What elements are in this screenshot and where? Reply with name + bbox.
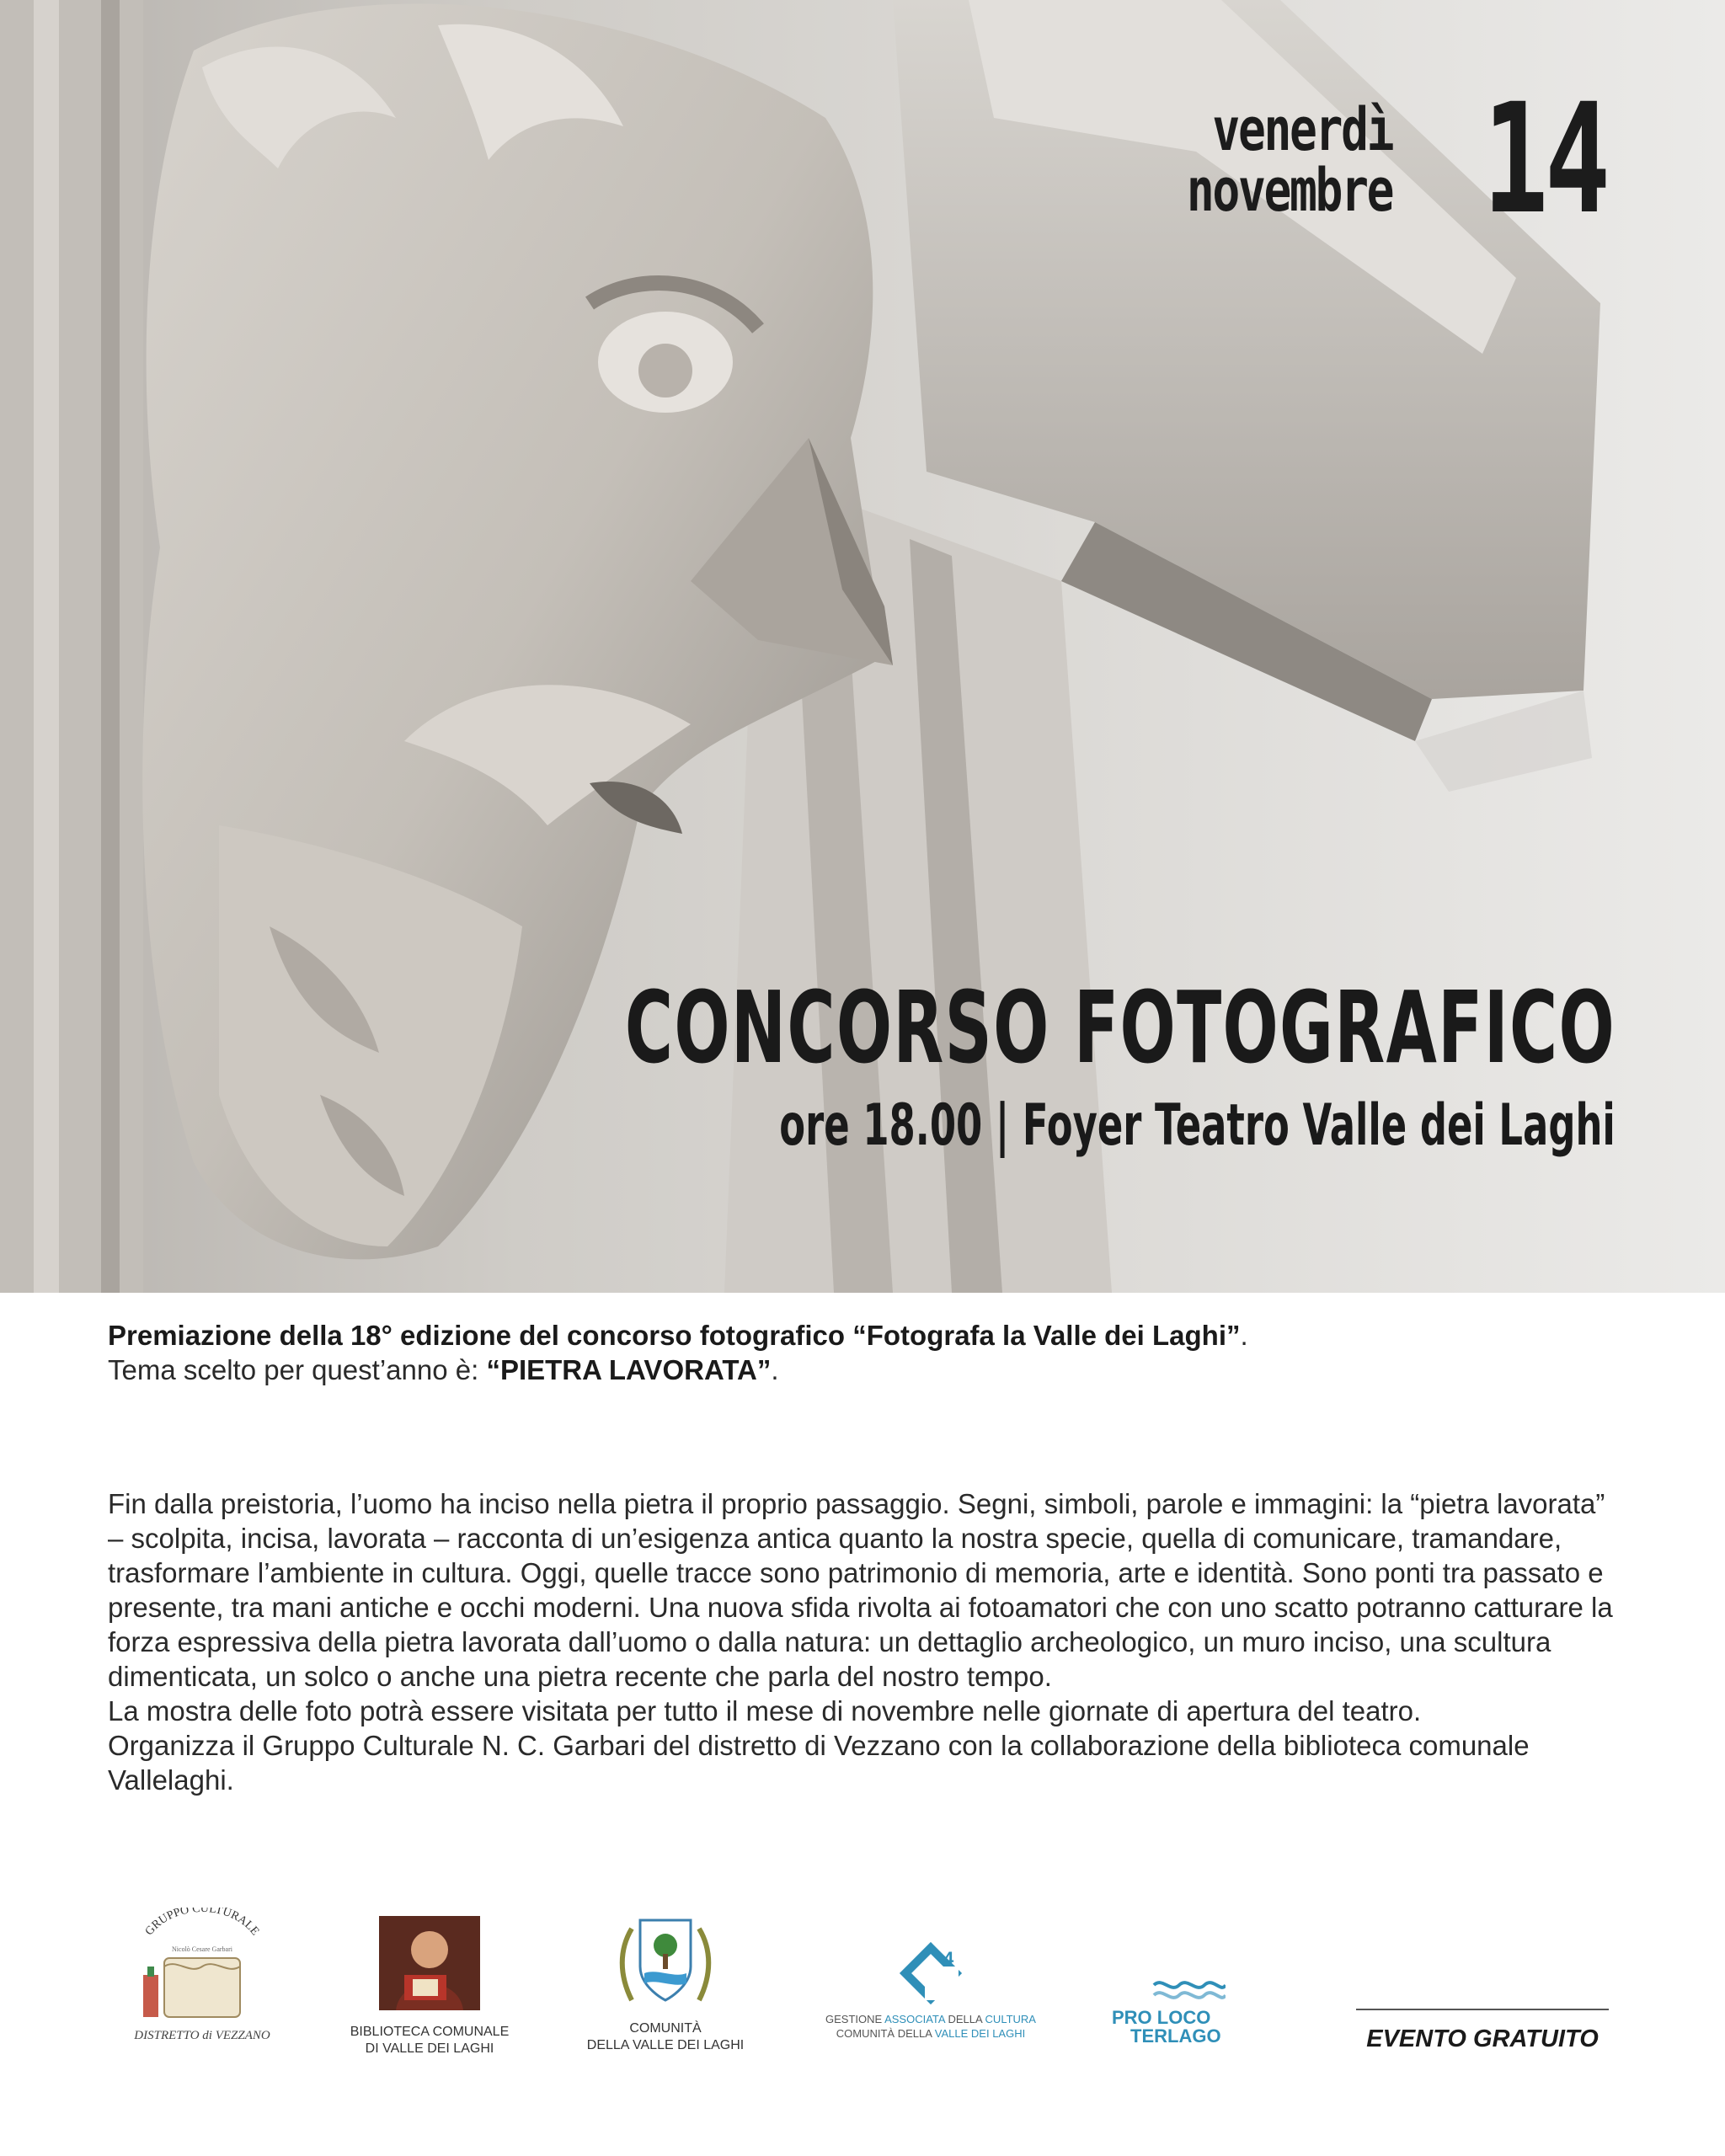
body-paragraph-1: Fin dalla preistoria, l’uomo ha inciso nella pietra il proprio passaggio. Segni, simboli, parole e immagini: la “pietra lavorata” – scolpita, incisa, lavorata – racconta di un’esigenza antica quanto la nostra specie, quella di comunicare, tramandare, trasformare l’ambiente in cultura. Oggi, quelle tracce sono patrimonio di memoria, arte e identità. Sono ponti tra passato e presente, tra mani antiche e occhi moderni. Una nuova sfida rivolta ai fotoamatori che con uno scatto potranno catturare la forza espressiva della pietra lavorata dall’uomo o dalla natura: un dettaglio archeologico, un muro inciso, una scultura dimenticata, un solco o anche una pietra recente che parla del nostro tempo.	[108, 1488, 1613, 1692]
svg-text:Nicolò Cesare Garbari: Nicolò Cesare Garbari	[172, 1945, 232, 1953]
logo-biblioteca	[337, 1916, 522, 2057]
biblioteca-caption-1: BIBLIOTECA COMUNALE	[350, 2025, 510, 2039]
body-paragraph-2: La mostra delle foto potrà essere visitata per tutto il mese di novembre nelle giornate di apertura del teatro.	[108, 1695, 1422, 1726]
gestione-caption-1: GESTIONE ASSOCIATA DELLA CULTURA	[825, 2013, 1036, 2025]
body-text	[108, 1486, 1616, 1797]
event-day-name: venerdì	[1212, 95, 1393, 164]
event-month: novembre	[1186, 156, 1393, 225]
pro-loco-name-1: PRO LOCO	[1112, 2007, 1211, 2028]
event-title: CONCORSO FOTOGRAFICO	[624, 969, 1616, 1086]
logo-gestione-associata-cultura	[817, 1941, 1044, 2041]
sponsor-logos	[101, 1908, 1634, 2076]
theme-text: “PIETRA LAVORATA”	[486, 1354, 772, 1385]
logo-gruppo-culturale	[118, 1908, 286, 2043]
event-time-location: ore 18.00 | Foyer Teatro Valle dei Laghi	[779, 1092, 1616, 1159]
gestione-caption-2: COMUNITÀ DELLA VALLE DEI LAGHI	[836, 2027, 1026, 2040]
event-day-number: 14	[1482, 72, 1607, 248]
comunita-crest-icon	[611, 1908, 720, 2017]
body-paragraph-3: Organizza il Gruppo Culturale N. C. Garbari del distretto di Vezzano con la collaborazione della biblioteca comunale Vallelaghi.	[108, 1730, 1530, 1796]
gruppo-caption: DISTRETTO di VEZZANO	[134, 2029, 270, 2042]
comunita-caption-1: COMUNITÀ	[629, 2021, 702, 2036]
comunita-caption-2: DELLA VALLE DEI LAGHI	[586, 2038, 745, 2052]
event-description	[108, 1318, 1616, 1797]
intro-block	[108, 1318, 1616, 1387]
biblioteca-painting-icon	[379, 1916, 480, 2010]
free-event-badge: EVENTO GRATUITO	[1356, 2009, 1609, 2053]
svg-text:GRUPPO CULTURALE: GRUPPO CULTURALE	[142, 1908, 262, 1939]
award-ceremony-text: Premiazione della 18° edizione del concorso fotografico “Fotografa la Valle dei Laghi”	[108, 1320, 1241, 1351]
pro-loco-waves-icon	[1150, 1975, 1226, 2005]
intro-line-1: Premiazione della 18° edizione del concorso fotografico “Fotografa la Valle dei Laghi”.	[108, 1320, 1248, 1351]
biblioteca-caption-2: DI VALLE DEI LAGHI	[365, 2041, 494, 2056]
gestione-cultura-icon	[884, 1941, 977, 2009]
logo-comunita	[573, 1908, 758, 2054]
svg-text:4: 4	[943, 1948, 954, 1969]
event-date	[1129, 72, 1607, 248]
intro-line-2: Tema scelto per quest’anno è: “PIETRA LAVORATA”.	[108, 1354, 779, 1385]
gruppo-culturale-emblem-icon	[118, 1908, 286, 2025]
logo-pro-loco-terlago	[1112, 1975, 1263, 2046]
pro-loco-name-2: TERLAGO	[1130, 2025, 1221, 2047]
